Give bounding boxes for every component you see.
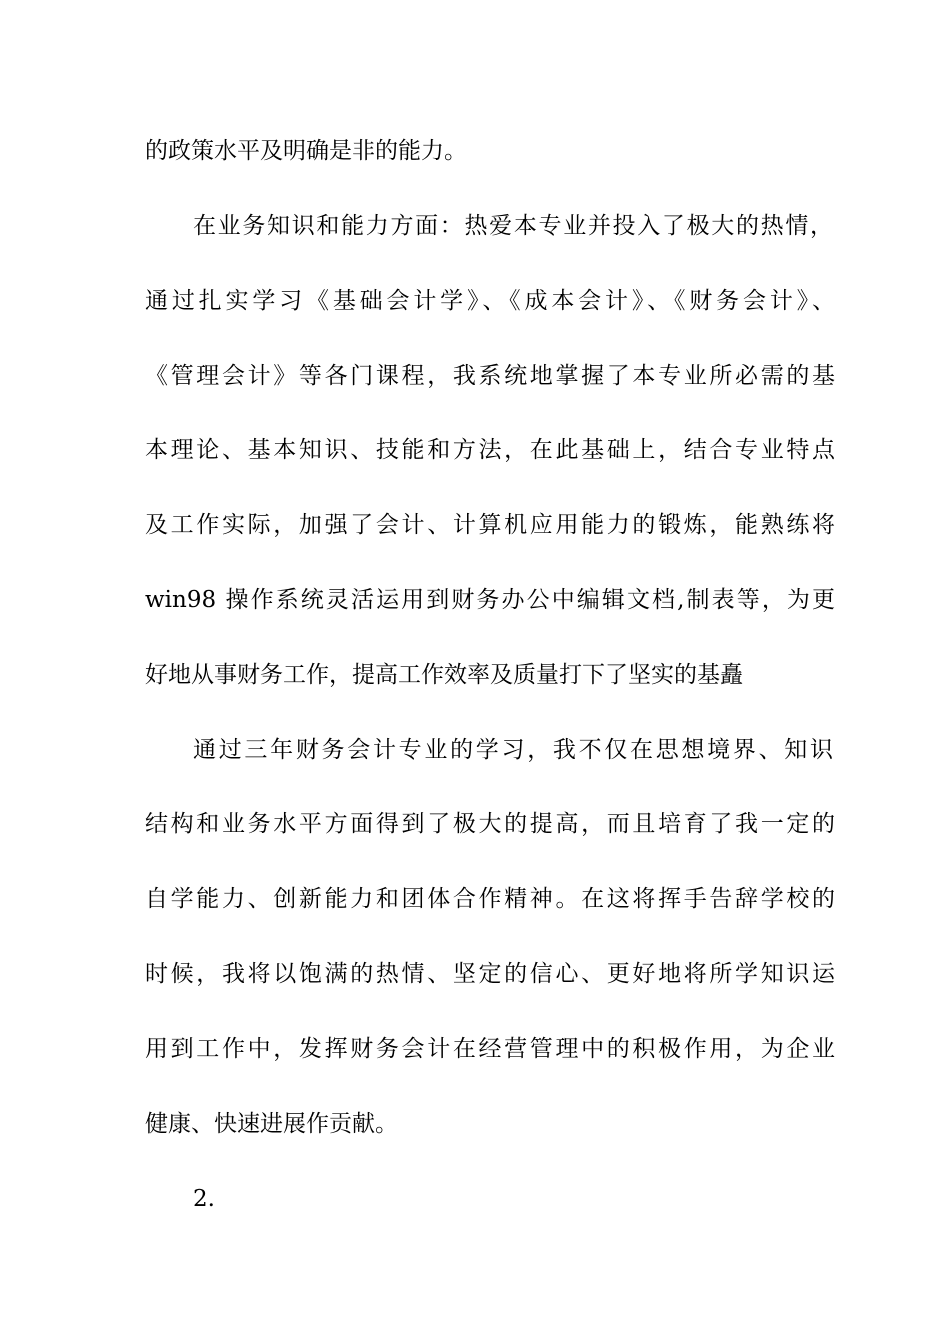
paragraph-line: 通过扎实学习《基础会计学》、《成本会计》、《财务会计》、 [145,288,835,314]
paragraph-line: 结构和业务水平方面得到了极大的提高，而且培育了我一定的 [145,811,835,837]
paragraph-line: win98 操作系统灵活运用到财务办公中编辑文档,制表等，为更 [145,587,835,613]
paragraph-line: 用到工作中，发挥财务会计在经营管理中的积极作用，为企业 [145,1036,835,1062]
paragraph-line: 在业务知识和能力方面：热爱本专业并投入了极大的热情， [193,213,833,239]
paragraph-line: 自学能力、创新能力和团体合作精神。在这将挥手告辞学校的 [145,886,835,912]
paragraph-line: 及工作实际，加强了会计、计算机应用能力的锻炼，能熟练将 [145,512,835,538]
paragraph-line: 时候，我将以饱满的热情、坚定的信心、更好地将所学知识运 [145,961,835,987]
paragraph-line: 本理论、基本知识、技能和方法，在此基础上，结合专业特点 [145,437,835,463]
paragraph-line: 通过三年财务会计专业的学习，我不仅在思想境界、知识 [193,737,833,763]
paragraph-line: 健康、快速进展作贡献。 [145,1111,398,1137]
paragraph-line: 的政策水平及明确是非的能力。 [145,138,467,164]
paragraph-line: 好地从事财务工作，提高工作效率及质量打下了坚实的基矗 [145,662,743,688]
section-number: 2. [193,1186,215,1212]
paragraph-line: 《管理会计》等各门课程，我系统地掌握了本专业所必需的基 [145,363,835,389]
